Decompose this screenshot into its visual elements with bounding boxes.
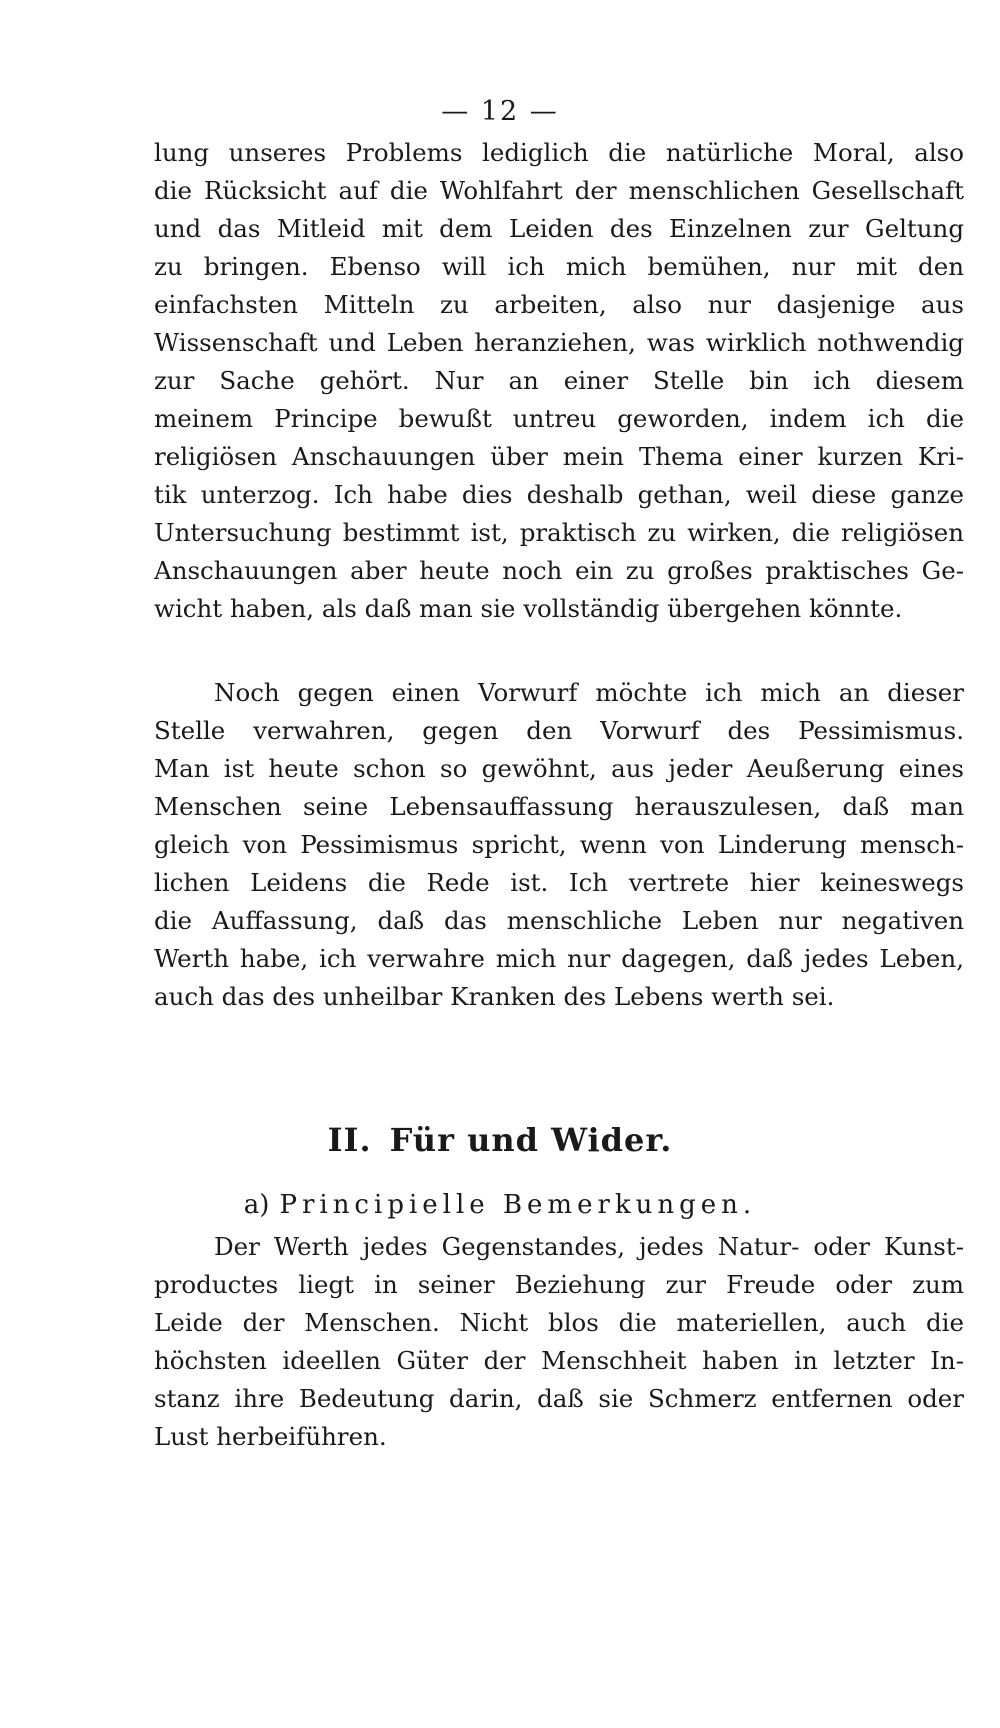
text-line: Untersuchung bestimmt ist, praktisch zu wirken, die religiösen <box>154 518 964 547</box>
text-line: productes liegt in seiner Beziehung zur Freude oder zum <box>154 1270 964 1299</box>
text-line: wicht haben, als daß man sie vollständig übergehen könnte. <box>154 594 903 623</box>
subsection-letter: a) <box>243 1190 270 1220</box>
text-line: stanz ihre Bedeutung darin, daß sie Schmerz entfernen oder <box>154 1384 964 1413</box>
paragraph-continuation <box>154 134 964 628</box>
paragraph-pessimism <box>154 674 964 1016</box>
text-line: meinem Principe bewußt untreu geworden, indem ich die <box>154 404 964 433</box>
text-line: Lust herbeiführen. <box>154 1422 387 1451</box>
text-line: zur Sache gehört. Nur an einer Stelle bin ich diesem <box>154 366 964 395</box>
section-title: Für und Wider. <box>389 1121 673 1159</box>
text-line: religiösen Anschauungen über mein Thema einer kurzen Kri- <box>154 442 964 471</box>
section-heading <box>0 1121 1000 1159</box>
text-line: einfachsten Mitteln zu arbeiten, also nur dasjenige aus <box>154 290 964 319</box>
subsection-heading <box>0 1190 1000 1220</box>
text-line: Leide der Menschen. Nicht blos die materiellen, auch die <box>154 1308 964 1337</box>
text-line: zu bringen. Ebenso will ich mich bemühen, nur mit den <box>154 252 964 281</box>
text-line: und das Mitleid mit dem Leiden des Einzelnen zur Geltung <box>154 214 964 243</box>
text-line: Werth habe, ich verwahre mich nur dagegen, daß jedes Leben, <box>154 944 964 973</box>
text-line: Wissenschaft und Leben heranziehen, was wirklich nothwendig <box>154 328 964 357</box>
text-line: die Rücksicht auf die Wohlfahrt der menschlichen Gesellschaft <box>154 176 964 205</box>
text-line: auch das des unheilbar Kranken des Lebens werth sei. <box>154 982 835 1011</box>
section-number: II. <box>327 1121 372 1159</box>
text-line: gleich von Pessimismus spricht, wenn von Linderung mensch- <box>154 830 964 859</box>
text-line: lichen Leidens die Rede ist. Ich vertrete hier keineswegs <box>154 868 964 897</box>
subsection-title: Principielle Bemerkungen. <box>279 1190 757 1220</box>
page-number: — 12 — <box>441 96 559 127</box>
text-line: höchsten ideellen Güter der Menschheit haben in letzter In- <box>154 1346 964 1375</box>
text-line: Menschen seine Lebensauffassung herauszulesen, daß man <box>154 792 964 821</box>
text-line: Der Werth jedes Gegenstandes, jedes Natur- oder Kunst- <box>214 1232 964 1261</box>
paragraph-value <box>154 1228 964 1456</box>
text-line: Anschauungen aber heute noch ein zu großes praktisches Ge- <box>154 556 964 585</box>
text-line: lung unseres Problems lediglich die natürliche Moral, also <box>154 138 964 167</box>
text-line: Stelle verwahren, gegen den Vorwurf des Pessimismus. <box>154 716 964 745</box>
text-line: Noch gegen einen Vorwurf möchte ich mich an dieser <box>214 678 964 707</box>
text-line: Man ist heute schon so gewöhnt, aus jeder Aeußerung eines <box>154 754 964 783</box>
text-line: tik unterzog. Ich habe dies deshalb gethan, weil diese ganze <box>154 480 964 509</box>
text-line: die Auffassung, daß das menschliche Leben nur negativen <box>154 906 964 935</box>
